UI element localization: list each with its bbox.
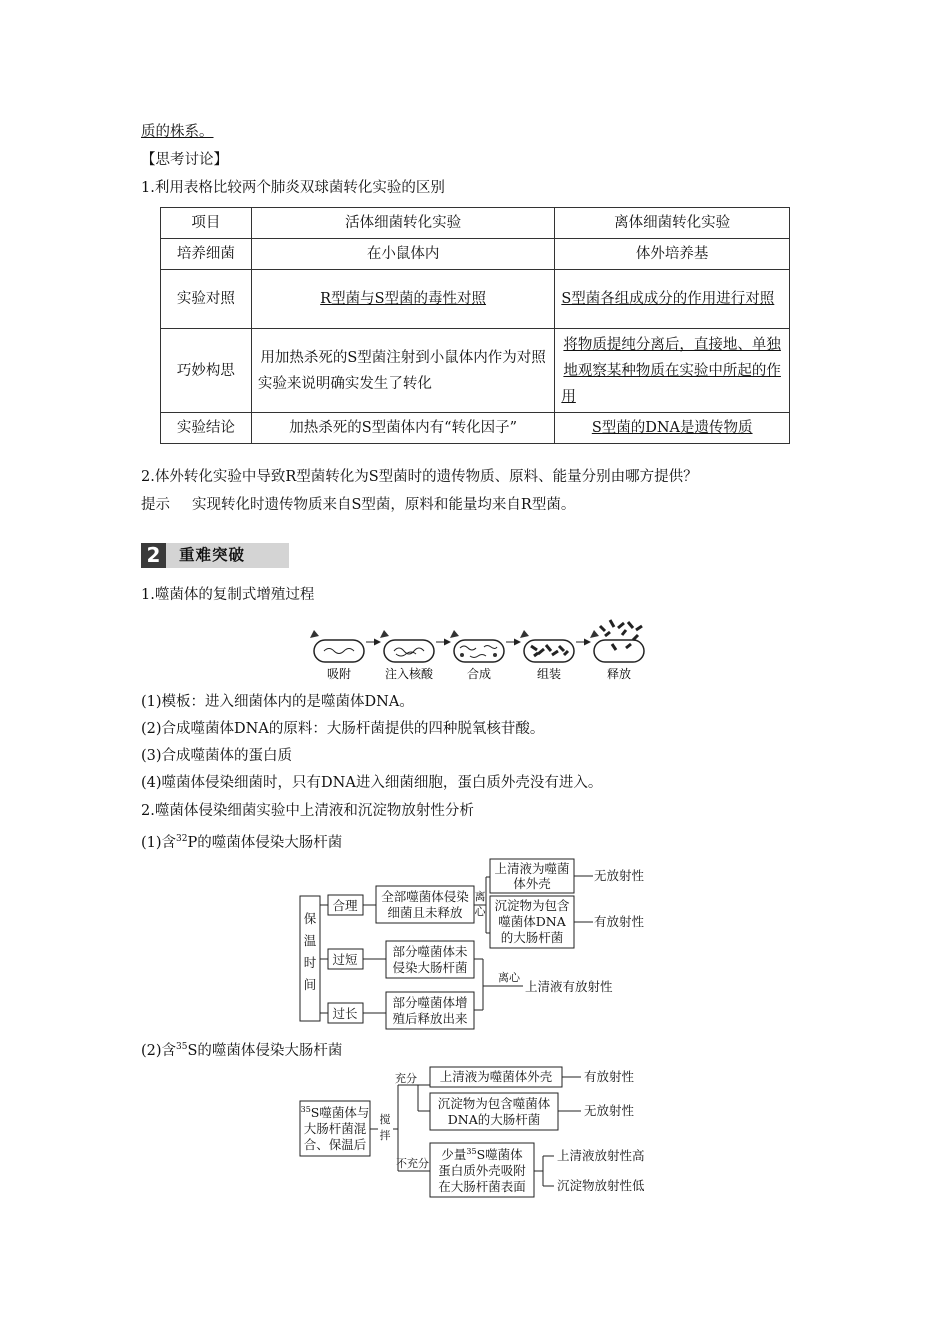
table-answer: 将物质提纯分离后，直接地、单独地观察某种物质在实验中所起的作用 <box>561 336 781 405</box>
p32-flow-diagram <box>298 855 658 1030</box>
subsection-2-title: 2.噬菌体侵染细菌实验中上清液和沉淀物放射性分析 <box>141 803 474 819</box>
branch-label: 过短 <box>332 952 358 967</box>
table-row <box>161 413 790 444</box>
step-label: 吸附 <box>326 667 352 681</box>
root-text-1: $^{35}$S噬菌体与 <box>300 1105 370 1120</box>
cell-assembly <box>520 630 574 662</box>
table-row <box>161 239 790 270</box>
box-text: 全部噬菌体侵染 <box>381 889 469 904</box>
table-cell: 加热杀死的S型菌体内有“转化因子” <box>251 413 554 444</box>
box-text: 殖后释放出来 <box>392 1011 468 1026</box>
table-cell: 实验结论 <box>161 413 252 444</box>
box-text-line1: 少量$^{35}$S噬菌体 <box>441 1147 523 1162</box>
hint <box>141 495 575 515</box>
root-text: 合、保温后 <box>303 1137 367 1152</box>
box-text: 部分噬菌体未 <box>392 944 468 959</box>
phage-replication-diagram <box>300 618 650 686</box>
branch-label: 充分 <box>395 1072 417 1085</box>
table-cell: 用加热杀死的S型菌注射到小鼠体内作为对照实验来说明确实发生了转化 <box>251 329 554 413</box>
cell-synthesis <box>450 630 504 662</box>
table-cell: 巧妙构思 <box>161 329 252 413</box>
s35-title <box>141 1037 342 1061</box>
box-text: 噬菌体DNA <box>498 914 566 929</box>
table-header-row <box>161 208 790 239</box>
cell-release <box>590 620 644 662</box>
result-text: 沉淀物放射性低 <box>557 1178 645 1193</box>
branch-label: 过长 <box>332 1006 358 1021</box>
cell-attach <box>310 630 364 662</box>
section-number: 2 <box>141 543 166 568</box>
box-text: 体外壳 <box>513 876 551 891</box>
table-cell <box>555 413 790 444</box>
table-answer: R型菌与S型菌的毒性对照 <box>320 291 487 307</box>
step-label: 注入核酸 <box>384 667 434 681</box>
root-text: 大肠杆菌混 <box>303 1121 367 1136</box>
phage-icon <box>450 630 459 638</box>
table-cell: 体外培养基 <box>555 239 790 270</box>
box-text: 部分噬菌体增 <box>392 995 468 1010</box>
box-text: 侵染大肠杆菌 <box>392 960 468 975</box>
table-header-cell: 项目 <box>161 208 252 239</box>
box-text: 上清液为噬菌 <box>494 861 570 876</box>
box-text: 的大肠杆菌 <box>500 930 564 945</box>
step-label: 组装 <box>536 667 562 681</box>
table-cell <box>251 270 554 329</box>
subsection-1-title: 1.噬菌体的复制式增殖过程 <box>141 587 315 603</box>
hint-label: 提示 <box>141 497 170 513</box>
intro-line <box>141 122 214 142</box>
result-text: 无放射性 <box>594 868 645 883</box>
table-row <box>161 270 790 329</box>
cell-inject <box>380 630 434 662</box>
phage-icon <box>380 630 389 638</box>
phage-icon <box>520 630 529 638</box>
box-text: 细菌且未释放 <box>387 905 463 920</box>
section-title: 重难突破 <box>179 546 246 564</box>
result-text: 上清液放射性高 <box>557 1148 645 1163</box>
table-answer: S型菌的DNA是遗传物质 <box>591 420 753 436</box>
result-text: 上清液有放射性 <box>525 979 613 994</box>
branch-label: 合理 <box>332 898 358 913</box>
result-text: 有放射性 <box>594 914 645 929</box>
s35-sup: 35 <box>176 1042 188 1052</box>
box-text: 沉淀物为包含 <box>494 898 570 913</box>
s35-title-post: S的噬菌体侵染大肠杆菌 <box>187 1042 343 1059</box>
sep-char: 离 <box>474 890 486 903</box>
step-label: 释放 <box>606 667 632 681</box>
section-heading <box>141 543 289 568</box>
box-text: 在大肠杆菌表面 <box>438 1179 526 1194</box>
result-text: 有放射性 <box>584 1069 635 1084</box>
table-row <box>161 329 790 413</box>
hint-text: 实现转化时遗传物质来自S型菌，原料和能量均来自R型菌。 <box>192 497 576 513</box>
box-text: 沉淀物为包含噬菌体 <box>437 1096 551 1111</box>
comparison-table <box>160 207 790 444</box>
point-1: (1)模板：进入细菌体内的是噬菌体DNA。 <box>141 694 414 710</box>
table-cell: 培养细菌 <box>161 239 252 270</box>
root-char: 时 <box>303 955 317 970</box>
s35-flow-diagram <box>298 1063 658 1201</box>
phage-icon <box>310 630 319 638</box>
sep-char: 搅 <box>379 1113 391 1126</box>
point-4: (4)噬菌体侵染细菌时，只有DNA进入细菌细胞，蛋白质外壳没有进入。 <box>141 775 603 791</box>
discussion-heading: 【思考讨论】 <box>141 152 228 168</box>
branch-label: 不充分 <box>396 1157 429 1170</box>
root-char: 保 <box>303 911 317 926</box>
box-text: 上清液为噬菌体外壳 <box>439 1069 553 1084</box>
question-1: 1.利用表格比较两个肺炎双球菌转化实验的区别 <box>141 180 445 196</box>
table-header-cell: 离体细菌转化实验 <box>555 208 790 239</box>
question-2: 2.体外转化实验中导致R型菌转化为S型菌时的遗传物质、原料、能量分别由哪方提供？ <box>141 469 698 485</box>
intro-text: 质的株系。 <box>141 124 214 140</box>
root-char: 温 <box>303 933 317 948</box>
sep-char: 心 <box>474 905 486 918</box>
table-cell <box>555 270 790 329</box>
s35-title-pre: (2)含 <box>141 1042 177 1059</box>
box-text: 蛋白质外壳吸附 <box>438 1163 526 1178</box>
table-answer: S型菌各组成成分的作用进行对照 <box>561 291 775 307</box>
step-label: 合成 <box>466 667 492 681</box>
table-header-cell: 活体细菌转化实验 <box>251 208 554 239</box>
table-cell: 实验对照 <box>161 270 252 329</box>
table-cell: 在小鼠体内 <box>251 239 554 270</box>
point-2: (2)合成噬菌体DNA的原料：大肠杆菌提供的四种脱氧核苷酸。 <box>141 721 545 737</box>
box-text: DNA的大肠杆菌 <box>447 1112 541 1127</box>
table-cell <box>555 329 790 413</box>
result-text: 无放射性 <box>584 1103 635 1118</box>
p32-title-pre: (1)含 <box>141 834 177 851</box>
p32-sup: 32 <box>176 834 188 844</box>
p32-title-post: P的噬菌体侵染大肠杆菌 <box>187 834 343 851</box>
phage-icon <box>590 630 599 638</box>
root-char: 间 <box>303 977 317 992</box>
p32-title <box>141 829 342 853</box>
sep-label: 离心 <box>498 971 520 984</box>
sep-char: 拌 <box>379 1129 391 1142</box>
point-3: (3)合成噬菌体的蛋白质 <box>141 748 293 764</box>
